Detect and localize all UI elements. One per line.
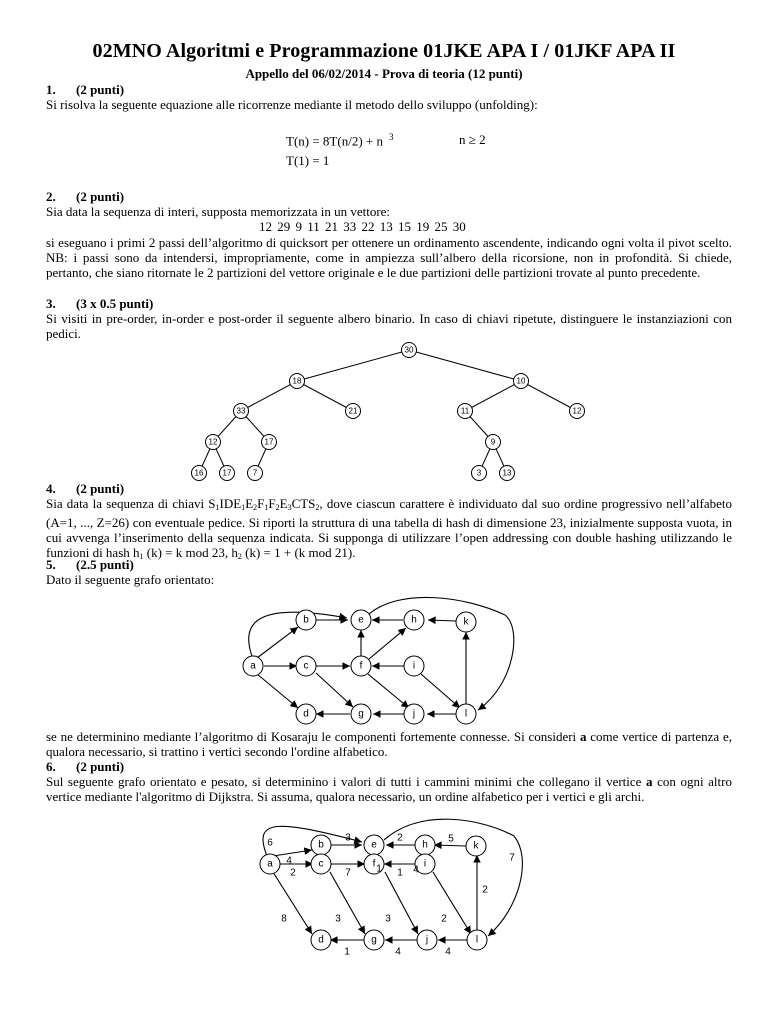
key-subscript: 2 <box>315 503 320 512</box>
tree-node-17-leaf: 17 <box>222 468 232 478</box>
question-2-text: Sia data la sequenza di interi, supposta memorizzata in un vettore: <box>46 204 391 219</box>
weight-a-d: 8 <box>281 913 287 925</box>
weight-f-e: 1 <box>376 863 382 875</box>
weight-g-d: 1 <box>344 946 350 958</box>
key-subscript: 2 <box>253 503 258 512</box>
vertex-e: e <box>358 614 364 626</box>
question-5-text-part: come vertice di partenza e, qualora necessario, si trattino i vertici secondo l'ordine alfabetico. <box>46 729 732 759</box>
weight-j-g: 4 <box>395 946 401 958</box>
source-vertex: a <box>646 774 653 789</box>
weight-a-b: 4 <box>286 855 292 867</box>
question-6-points: (2 punti) <box>76 759 125 774</box>
weight-f-h: 4 <box>413 864 419 876</box>
hash-2-subscript: 2 <box>237 552 242 561</box>
question-4-text-part: (k) = k mod 23, h <box>143 545 238 560</box>
key-subscript: 3 <box>287 503 292 512</box>
key-char: F <box>268 496 276 511</box>
vertex-k: k <box>463 616 469 628</box>
key-subscript: 2 <box>275 503 280 512</box>
start-vertex: a <box>579 729 587 744</box>
weighted-vertex-d: d <box>318 934 324 946</box>
question-5-text-part: se ne determinino mediante l’algoritmo di Kosaraju le componenti fortemente connesse. Si consideri <box>46 729 580 744</box>
tree-node-12-left: 12 <box>208 437 218 447</box>
question-1-points: (2 punti) <box>76 82 125 97</box>
question-4-text-part: , dove ciascun carattere è individuato dal suo ordine progressivo nell’alfabeto (A=1, ..., Z=26) con eventuale pedice. Si riporti la struttura di una tabella di hash di dimensione 23, inizialmente supposta vuota, in cui avvenga l’inserimento della sequenza indicata. Si supponga di utilizzare l’open addressing con double hashing utilizzando le funzioni di hash h <box>46 496 732 560</box>
tree-node-12-right: 12 <box>572 406 582 416</box>
weight-f-j: 3 <box>385 913 391 925</box>
key-char: CTS <box>291 496 316 511</box>
question-3-points: (3 x 0.5 punti) <box>76 296 154 311</box>
vertex-f: f <box>359 660 363 672</box>
exam-subtitle: Appello del 06/02/2014 - Prova di teoria (12 punti) <box>245 66 523 81</box>
key-subscript: 1 <box>264 503 269 512</box>
weighted-vertex-h: h <box>422 839 428 851</box>
key-char: F <box>257 496 265 511</box>
question-5-number: 5. <box>46 557 56 572</box>
tree-node-10: 10 <box>516 376 526 386</box>
tree-node-18: 18 <box>292 376 302 386</box>
tree-node-13: 13 <box>502 468 512 478</box>
question-2-points: (2 punti) <box>76 189 125 204</box>
question-1-text: Si risolva la seguente equazione alle ricorrenze mediante il metodo dello sviluppo (unfolding): <box>46 97 538 112</box>
tree-node-11: 11 <box>460 406 470 416</box>
vertex-l: l <box>464 708 468 720</box>
question-4-text-part: (k) = 1 + (k mod 21). <box>241 545 356 560</box>
tree-node-7: 7 <box>252 468 258 478</box>
weighted-vertex-l: l <box>475 934 479 946</box>
weighted-vertex-a: a <box>267 858 273 870</box>
recurrence-main: T(n) = 8T(n/2) + n <box>286 133 383 149</box>
weighted-vertex-e: e <box>371 839 377 851</box>
question-4-points: (2 punti) <box>76 481 125 496</box>
tree-node-16: 16 <box>194 468 204 478</box>
vertex-i: i <box>412 660 416 672</box>
weight-c-g: 3 <box>335 913 341 925</box>
hash-1-subscript: 1 <box>139 552 144 561</box>
question-1-number: 1. <box>46 82 56 97</box>
vertex-b: b <box>303 614 309 626</box>
weight-i-f: 1 <box>397 867 403 879</box>
tree-node-17: 17 <box>264 437 274 447</box>
weight-k-h: 5 <box>448 833 454 845</box>
weighted-vertex-i: i <box>423 858 427 870</box>
key-subscript: 1 <box>215 503 220 512</box>
weighted-vertex-g: g <box>371 934 377 946</box>
question-3-number: 3. <box>46 296 56 311</box>
weight-l-j: 4 <box>445 946 451 958</box>
weighted-vertex-j: j <box>425 934 429 946</box>
weighted-vertex-b: b <box>318 839 324 851</box>
weight-a-c: 2 <box>290 867 296 879</box>
weight-h-e: 2 <box>397 832 403 844</box>
question-6-text-part: Sul seguente grafo orientato e pesato, si determinino i valori di tutti i cammini minimi che collegano il vertice <box>46 774 647 789</box>
question-5-points: (2.5 punti) <box>76 557 134 572</box>
weighted-vertex-k: k <box>473 840 479 852</box>
tree-node-33: 33 <box>236 406 246 416</box>
weight-c-f: 7 <box>345 867 351 879</box>
question-3-text: Si visiti in pre-order, in-order e post-order il seguente albero binario. In caso di chiavi ripetute, distinguere le instanziazioni con pedici. <box>46 311 732 341</box>
key-char: E <box>245 496 254 511</box>
tree-node-9: 9 <box>490 437 496 447</box>
vertex-d: d <box>303 708 309 720</box>
weight-k-l: 7 <box>509 852 515 864</box>
key-char: E <box>279 496 288 511</box>
vertex-a: a <box>250 660 256 672</box>
key-char: S <box>208 496 216 511</box>
exam-title: 02MNO Algoritmi e Programmazione 01JKE APA I / 01JKF APA II <box>92 40 676 62</box>
key-subscript: 1 <box>241 503 246 512</box>
question-4-number: 4. <box>46 481 56 496</box>
question-6-number: 6. <box>46 759 56 774</box>
vertex-g: g <box>358 708 364 720</box>
integer-sequence: 12 29 9 11 21 33 22 13 15 19 25 30 <box>259 219 466 234</box>
vertex-c: c <box>303 660 309 672</box>
question-6-text-part: con ogni altro vertice mediante l'algoritmo di Dijkstra. Si assuma, qualora necessario, un ordine alfabetico per i vertici e gli archi. <box>46 774 732 804</box>
question-5-text: Dato il seguente grafo orientato: <box>46 572 215 587</box>
question-4-text-part: Sia data la sequenza di chiavi <box>46 496 209 511</box>
question-2-instructions: si eseguano i primi 2 passi dell’algoritmo di quicksort per ottenere un ordinamento ascendente, indicando ogni volta il pivot scelto. NB: i passi sono da intendersi, impropriamente, come in ampiezza sull’albero della ricorsione, non in profondità. Si chiede, pertanto, che siano ritornate le 2 partizioni del vettore originale e le due partizioni delle partizioni trovate al punto precedente. <box>46 235 732 280</box>
weight-a-e: 6 <box>267 837 273 849</box>
weight-l-k: 2 <box>482 884 488 896</box>
weighted-vertex-f: f <box>372 858 376 870</box>
weight-b-e: 3 <box>345 832 351 844</box>
recurrence-base-case: T(1) = 1 <box>286 153 330 168</box>
recurrence-exponent: 3 <box>388 132 394 142</box>
tree-node-21: 21 <box>348 406 358 416</box>
question-2-number: 2. <box>46 189 56 204</box>
vertex-j: j <box>412 708 416 720</box>
vertex-h: h <box>411 614 417 626</box>
weighted-vertex-c: c <box>318 858 324 870</box>
key-char: IDE <box>219 496 242 511</box>
weight-i-l: 2 <box>441 913 447 925</box>
recurrence-condition: n ≥ 2 <box>459 132 486 147</box>
tree-node-3: 3 <box>476 468 482 478</box>
tree-node-30: 30 <box>404 345 414 355</box>
